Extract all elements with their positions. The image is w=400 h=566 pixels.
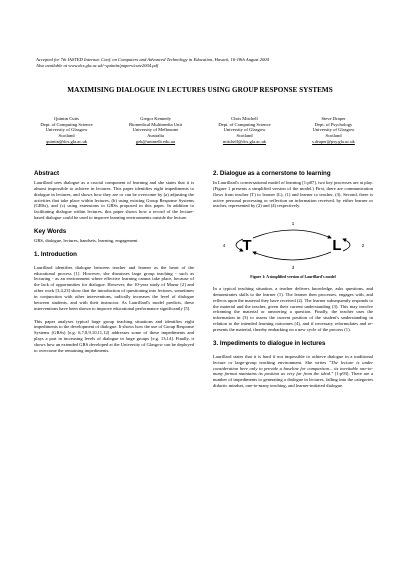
section-2-paragraph: In a typical teaching situation, a teacher delivers knowledge, asks questions, and demonstrates skills to the learner (1). The learner then processes, engages with, and reflects upon the material they have received (2). The learner subsequently responds to the material and the teacher, given their current understanding (3). This may involve reframing the material or answering a question. Finally, the teacher uses the information in (3) to assess the current position of the student's understanding in relation to the intended learning outcomes (4), and if necessary reformulates and re-presents the material, thereby embarking on a new cycle of the process (1). [213, 286, 373, 332]
paper-title: MAXIMISING DIALOGUE IN LECTURES USING GROUP RESPONSE SYSTEMS [67, 86, 333, 94]
section-3-text: Laurillard states that it is hard if not impossible to achieve dialogue in a traditional lecture or large-group teaching environment. She writes [213, 353, 373, 365]
author-university: University of Glasgow [312, 127, 355, 133]
laurillard-model-figure [213, 215, 373, 273]
author-dept: Biomedical Multimedia Unit [128, 121, 183, 127]
right-column [213, 170, 373, 389]
author-card [111, 116, 200, 145]
abstract-heading: Abstract [34, 170, 60, 177]
keywords-heading: Key Words [34, 227, 67, 235]
author-card [200, 116, 289, 145]
author-university: University of Glasgow [45, 127, 88, 133]
section-2-heading: 2. Dialogue as a cornerstone to learning [213, 170, 331, 177]
author-dept: Dept. of Computing Science [40, 121, 93, 127]
keywords-text: GRS, dialogue, lectures, handsets, learning, engagement [34, 237, 138, 243]
acceptance-note [36, 57, 366, 70]
arrow-1-label: 1 [291, 221, 295, 227]
author-email-link[interactable]: mitchell@dcs.gla.ac.uk [222, 138, 267, 144]
author-place: Scotland [325, 133, 342, 139]
author-email-link[interactable]: quintin@dcs.gla.ac.uk [45, 138, 88, 144]
arrow-2-label: 2 [361, 243, 365, 249]
author-name: Chris Mitchell [231, 116, 258, 121]
author-email-link[interactable]: s.draper@psy.gla.ac.uk [312, 138, 355, 144]
author-name: Quintin Cutts [54, 116, 79, 121]
acceptance-note-line: Accepted for 7th IASTED Internat. Conf. on Computers and Advanced Technology in Education, Hawaii, 16-18th August 2004 [36, 57, 269, 62]
arrow-3-label: 3 [291, 265, 295, 271]
author-university: University of Glasgow [223, 127, 266, 133]
learner-label: L [332, 237, 342, 255]
left-column [34, 170, 194, 354]
availability-note-line: Also available at www.dcs.gla.ac.uk/~quintin/papers/cate2004.pdf [36, 63, 159, 69]
learner-reflection-loop [343, 239, 350, 251]
author-block [22, 116, 378, 145]
introduction-paragraph: This paper analyses typical large group teaching situations and identifies eight impediments to the development of dialogue. It shows how the use of Group Response Systems (GRSs) [e.g. 6,7,8,9,10,11,12] addresses some of these impediments and plays a part in increasing levels of dialogue in large groups [e.g. 13,14]. Finally, it shows how an extended GRS developed at the University of Glasgow can be deployed to overcome the remaining impediments. [34, 318, 194, 353]
section-3-heading: 3. Impediments to dialogue in lectures [213, 339, 326, 347]
abstract-text: Laurillard sees dialogue as a crucial component of learning and she states that it is almost impossible to achieve in lectures. This paper identifies eight impediments to dialogue in lectures, and shows how they are or can be overcome by (a) adjusting the activities that take place within lectures, (b) using existing Group Response Systems (GRSs), and (c) using extensions to GRSs proposed in this paper. In addition to facilitating dialogue within lectures, this paper shows how a record of the lecture-based dialogue could be used to improve learning environments outside the lecture. [34, 180, 194, 221]
author-email-link[interactable]: gek@unimelb.edu.au [135, 138, 176, 144]
author-dept: Dept. of Computing Science [218, 121, 271, 127]
author-place: Scotland [58, 133, 75, 139]
author-card [22, 116, 111, 145]
author-dept: Dept. of Psychology [314, 121, 353, 127]
teacher-to-learner-arrow [253, 230, 331, 238]
introduction-heading: 1. Introduction [34, 250, 77, 258]
author-name: Steve Draper [321, 116, 346, 121]
section-3-paragraph [213, 354, 373, 389]
author-place: Australia [147, 133, 164, 139]
teacher-label: T [242, 237, 252, 255]
figure-caption: Figure 1: A simplified version of Laurillard's model [250, 275, 336, 280]
learner-to-teacher-arrow [253, 252, 331, 260]
section-3-text: [1:p93]. There are a number of impediments to generating a dialogue in lectures, falling into the categories didactic mindset, one-to-many teaching, and learner-initiated dialogue. [213, 371, 373, 389]
author-card [289, 116, 378, 145]
arrow-4-label: 4 [222, 243, 226, 249]
author-place: Scotland [236, 133, 253, 139]
author-name: Gregor Kennedy [140, 116, 171, 121]
introduction-paragraph: Laurillard identifies dialogue between teacher and learner as the heart of the educational process [1]. However, she dismisses large group teaching - such as lecturing - as an environment where effective learning cannot take place, because of the lack of opportunities for dialogue. However, the 10-year study of Mazur [2] and other work [3,4,23] show that the introduction of questioning into lectures, sometimes in conjunction with other interventions, radically increases the level of dialogue between students, and with their instructor. As Laurillard's model predicts, these interventions have been shown to improve educational performance significantly [5]. [34, 264, 194, 311]
author-university: University of Melbourne [132, 127, 179, 133]
laurillard-quote: "The lecture is under consideration here only to provide a baseline for comparison... its inevitable one-to-many format maintains its position as very far from the ideal." [213, 359, 373, 377]
section-2-paragraph: In Laurillard's conversational model of learning [1:p87], two key processes are at play. (Figure 1 presents a simplified version of the model.) First, there are communication flows from teacher (T) to learner (L), (1) and learner to teacher, (3). Second, there is active personal processing or reflection on information received, by either learner or teacher, represented by (2) and (4) respectively. [213, 180, 373, 209]
laurillard-model-diagram [213, 215, 373, 273]
